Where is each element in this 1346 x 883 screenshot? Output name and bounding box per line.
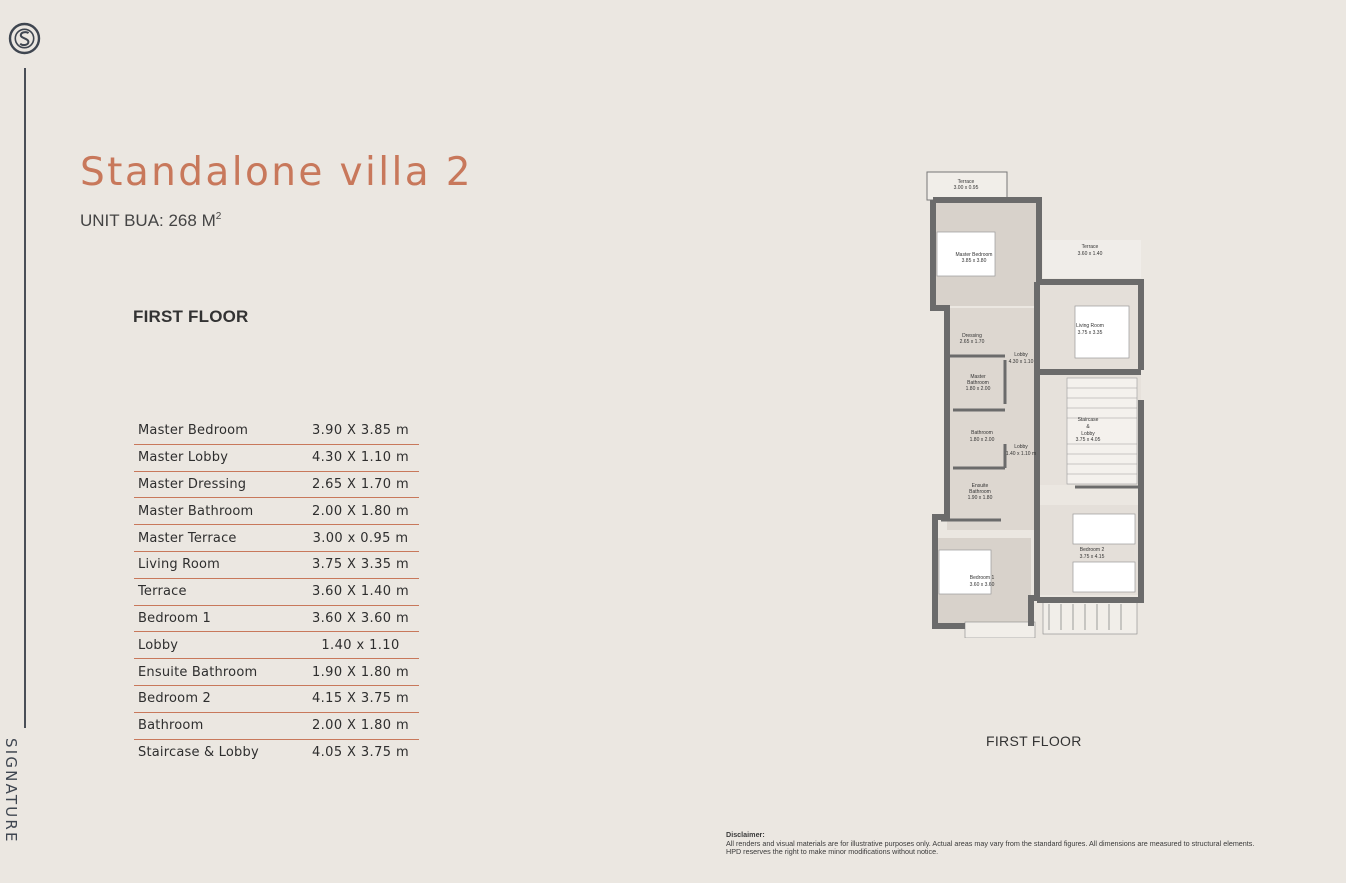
disclaimer-heading: Disclaimer:: [726, 830, 765, 839]
plan-label-terrace-top-dim: 3.00 x 0.95: [953, 185, 979, 191]
disclaimer: [726, 831, 1326, 857]
room-name: Living Room: [138, 557, 221, 573]
plan-label-terrace-right-dim: 3.60 x 1.40: [1077, 251, 1103, 257]
table-row: [134, 525, 419, 552]
plan-label-bedroom2: Bedroom 2: [1079, 547, 1105, 553]
room-name: Ensuite Bathroom: [138, 664, 258, 680]
plan-label-lobby: Lobby: [1014, 352, 1028, 358]
plan-label-staircase: Staircase: [1077, 417, 1099, 423]
plan-label-master-bedroom: Master Bedroom: [955, 252, 993, 258]
room-name: Master Dressing: [138, 476, 247, 492]
room-name: Bedroom 2: [138, 691, 212, 707]
plan-label-living-room-dim: 3.75 x 3.35: [1077, 330, 1103, 336]
room-name: Bathroom: [138, 718, 204, 734]
plan-label-master-bathroom-dim: 1.80 x 2.00: [965, 386, 991, 392]
table-row: [134, 686, 419, 713]
room-name: Terrace: [138, 584, 187, 600]
plan-label-ensuite: Ensuite: [971, 483, 989, 489]
room-dimension: 3.60 X 1.40 m: [311, 584, 410, 600]
plan-label-bedroom2-dim: 3.75 x 4.15: [1079, 554, 1105, 560]
unit-bua-superscript: 2: [215, 211, 222, 222]
table-row: [134, 740, 419, 767]
table-row: [134, 579, 419, 606]
brand-wordmark: SIGNATURE: [2, 738, 20, 844]
plan-caption: FIRST FLOOR: [986, 733, 1082, 749]
room-name: Master Lobby: [138, 450, 229, 466]
table-row: [134, 659, 419, 686]
table-row: [134, 445, 419, 472]
plan-label-master-bathroom-2: Bathroom: [967, 380, 989, 386]
room-dimension: 4.15 X 3.75 m: [311, 691, 410, 707]
plan-label-master-bathroom: Master: [970, 374, 986, 380]
plan-label-lobby-dim: 4.30 x 1.10: [1008, 359, 1034, 365]
plan-label-bathroom-dim: 1.80 x 2.00: [969, 437, 995, 443]
room-dimension: 1.90 X 1.80 m: [311, 664, 410, 680]
plan-label-master-bedroom-dim: 3.85 x 3.80: [961, 258, 987, 264]
room-dimension: 1.40 x 1.10: [321, 637, 400, 653]
table-row: [134, 498, 419, 525]
table-row: [134, 632, 419, 659]
room-dimension: 3.90 X 3.85 m: [311, 423, 410, 439]
plan-label-bedroom1-dim: 3.60 x 3.60: [969, 582, 995, 588]
plan-label-lobby-small: Lobby: [1014, 444, 1028, 450]
room-name: Lobby: [138, 637, 179, 653]
table-row: [134, 418, 419, 445]
plan-label-staircase-lobby: Lobby: [1081, 431, 1095, 437]
disclaimer-line: All renders and visual materials are for illustrative purposes only. Actual areas may vary from the standard figures. All dimensions are measured to structural elements.: [726, 838, 1255, 848]
room-name: Bedroom 1: [138, 610, 212, 626]
room-dimension: 2.00 X 1.80 m: [311, 718, 410, 734]
plan-label-lobby-small-dim: 1.40 x 1.10 m: [1005, 451, 1037, 457]
plan-label-staircase-dim: 3.75 x 4.05: [1075, 437, 1101, 443]
table-row: [134, 552, 419, 579]
room-schedule-table: [134, 418, 419, 766]
room-dimension: 4.05 X 3.75 m: [311, 745, 410, 761]
table-row: [134, 472, 419, 499]
plan-label-bathroom: Bathroom: [971, 430, 993, 436]
room-name: Master Bedroom: [138, 423, 249, 439]
plan-label-dressing-dim: 2.65 x 1.70: [959, 339, 985, 345]
table-row: [134, 713, 419, 740]
floor-heading: FIRST FLOOR: [133, 307, 249, 326]
plan-label-ensuite-2: Bathroom: [969, 489, 991, 495]
left-rail-divider: [24, 68, 26, 728]
plan-label-terrace-right: Terrace: [1081, 244, 1099, 250]
room-name: Staircase & Lobby: [138, 745, 259, 761]
unit-bua: [80, 211, 221, 231]
room-name: Master Terrace: [138, 530, 237, 546]
plan-label-terrace-top: Terrace: [957, 179, 975, 185]
floor-plan-drawing: [925, 170, 1147, 638]
plan-label-dressing: Dressing: [962, 333, 982, 339]
unit-bua-label: UNIT BUA: 268 M: [80, 211, 216, 230]
room-dimension: 2.65 X 1.70 m: [311, 476, 410, 492]
plan-label-staircase-amp: &: [1086, 424, 1090, 430]
plan-label-ensuite-dim: 1.90 x 1.80: [967, 495, 993, 501]
plan-label-bedroom1: Bedroom 1: [969, 575, 995, 581]
room-dimension: 3.00 x 0.95 m: [312, 530, 409, 546]
room-dimension: 2.00 X 1.80 m: [311, 503, 410, 519]
room-name: Master Bathroom: [138, 503, 254, 519]
room-dimension: 3.75 X 3.35 m: [311, 557, 410, 573]
page-title: Standalone villa 2: [80, 150, 474, 195]
plan-label-living-room: Living Room: [1076, 323, 1104, 329]
signature-s-logo-icon: [8, 22, 41, 55]
room-dimension: 3.60 X 3.60 m: [311, 610, 410, 626]
disclaimer-line: HPD reserves the right to make minor modifications without notice.: [726, 847, 939, 857]
room-dimension: 4.30 X 1.10 m: [311, 450, 410, 466]
table-row: [134, 606, 419, 633]
